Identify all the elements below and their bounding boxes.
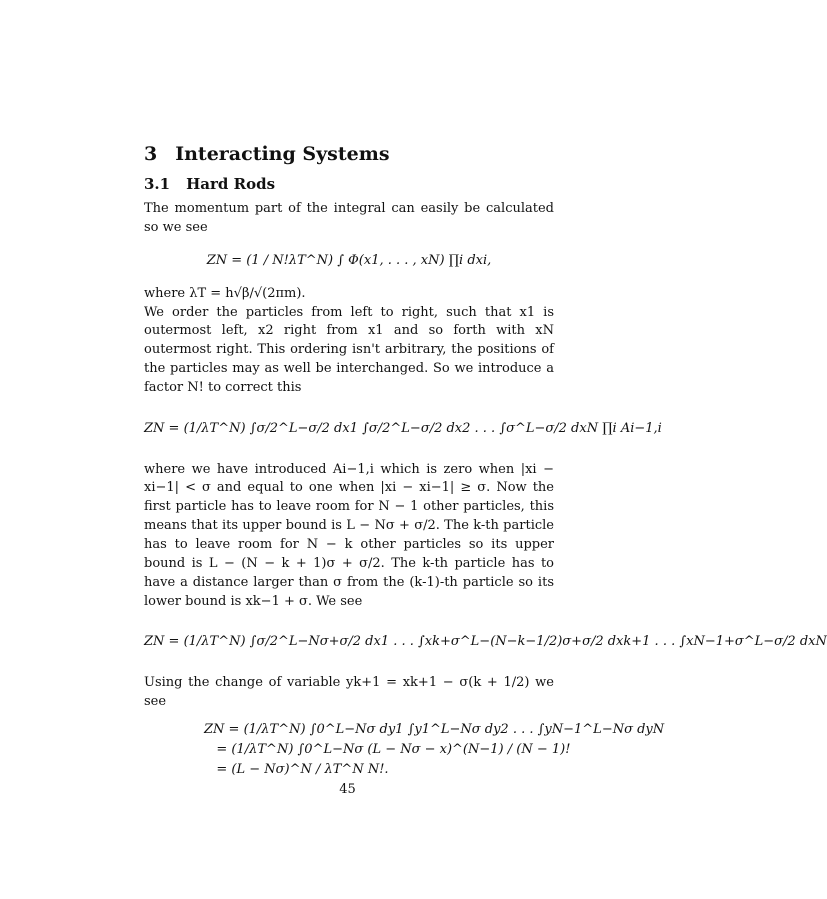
paragraph-bounds: where we have introduced Ai−1,i which is zero when |xi − xi−1| < σ and equal to one when |xi − xi−1| ≥ σ. Now the first particle has to leave room for N − 1 other particles, this means that its upper bound is L − Nσ + σ/2. The k-th particle has to leave room for N − k other particles so its upper bound is L − (N − k + 1)σ + σ/2. The k-th particle has to have a distance larger than σ from the (k-1)-th particle so its lower bound is xk−1 + σ. We see xyxy=(144,461,554,609)
equation-partition-function: ZN = (1 / N!λT^N) ∫ Φ(x1, . . . , xN) ∏i dxi, xyxy=(206,252,492,268)
page-body xyxy=(144,142,827,780)
page-number: 45 xyxy=(339,782,356,797)
subsection-number: 3.1 xyxy=(144,174,171,193)
paragraph-thermal-wavelength: where λT = h√β/√(2πm). xyxy=(144,285,306,301)
paragraph-change-of-variable: Using the change of variable yk+1 = xk+1 − σ(k + 1/2) we see xyxy=(144,675,554,710)
equation-bounded-integral: ZN = (1/λT^N) ∫σ/2^L−Nσ+σ/2 dx1 . . . ∫xk+σ^L−(N−k−1/2)σ+σ/2 dxk+1 . . . ∫xN−1+σ^L−σ/2 dxN xyxy=(144,634,827,650)
equation-result-line-2: = (1/λT^N) ∫0^L−Nσ (L − Nσ − x)^(N−1) / (N − 1)! xyxy=(204,742,571,758)
equation-ordered-integral: ZN = (1/λT^N) ∫σ/2^L−σ/2 dx1 ∫σ/2^L−σ/2 dx2 . . . ∫σ^L−σ/2 dxN ∏i Ai−1,i xyxy=(144,420,662,436)
section-heading xyxy=(144,142,554,167)
equation-result-line-1: ZN = (1/λT^N) ∫0^L−Nσ dy1 ∫y1^L−Nσ dy2 . . . ∫yN−1^L−Nσ dyN xyxy=(204,721,665,737)
equation-result-line-3: = (L − Nσ)^N / λT^N N!. xyxy=(204,762,389,778)
paragraph-ordering: We order the particles from left to right, such that x1 is outermost left, x2 right from x1 and so forth with xN outermost right. This ordering isn't arbitrary, the positions of the particles may as well be interchanged. So we introduce a factor N! to correct this xyxy=(144,304,554,395)
subsection-heading xyxy=(144,175,554,195)
section-title: Interacting Systems xyxy=(175,143,390,165)
section-number: 3 xyxy=(144,143,158,165)
paragraph-intro: The momentum part of the integral can easily be calculated so we see xyxy=(144,201,554,236)
subsection-title: Hard Rods xyxy=(186,174,276,193)
